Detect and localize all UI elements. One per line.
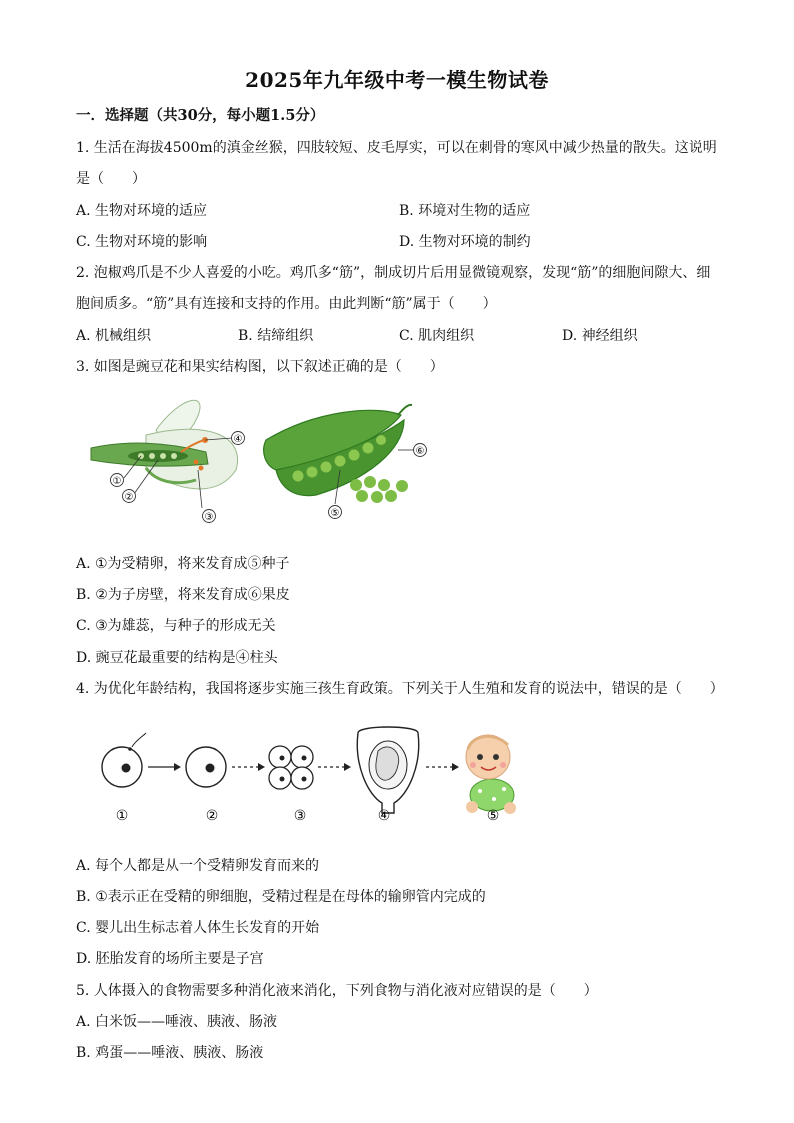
q4-option-c[interactable]: C. 婴儿出生标志着人体生长发育的开始 bbox=[76, 920, 320, 936]
q5-option-b[interactable]: B. 鸡蛋——唾液、胰液、肠液 bbox=[76, 1045, 264, 1061]
stage-label-2: ② bbox=[205, 808, 219, 824]
q5-stem: 5. 人体摄入的食物需要多种消化液来消化，下列食物与消化液对应错误的是（ ） bbox=[76, 983, 598, 999]
human-development-figure bbox=[96, 725, 536, 835]
pea-pod-illustration bbox=[264, 405, 412, 503]
q4-stem: 4. 为优化年龄结构，我国将逐步实施三孩生育政策。下列关于人生殖和发育的说法中，错误的是（ ） bbox=[76, 681, 724, 697]
q2-option-c[interactable]: C. 肌肉组织 bbox=[399, 328, 475, 344]
label-2: ② bbox=[124, 492, 134, 503]
label-5: ⑤ bbox=[330, 508, 340, 519]
q2-option-a[interactable]: A. 机械组织 bbox=[76, 328, 152, 344]
stage-label-3: ③ bbox=[293, 808, 307, 824]
stage-label-5: ⑤ bbox=[486, 808, 500, 824]
q3-stem: 3. 如图是豌豆花和果实结构图，以下叙述正确的是（ ） bbox=[76, 359, 444, 375]
label-1: ① bbox=[112, 476, 122, 487]
q3-option-d[interactable]: D. 豌豆花最重要的结构是④柱头 bbox=[76, 650, 278, 666]
q4-option-b[interactable]: B. ①表示正在受精的卵细胞，受精过程是在母体的输卵管内完成的 bbox=[76, 889, 486, 905]
q2-stem-line2: 胞间质多。“筋”具有连接和支持的作用。由此判断“筋”属于（ ） bbox=[76, 296, 497, 312]
baby-illustration bbox=[466, 735, 516, 814]
q3-option-b[interactable]: B. ②为子房壁，将来发育成⑥果皮 bbox=[76, 587, 290, 603]
pea-flower-fruit-figure bbox=[86, 390, 446, 530]
label-3: ③ bbox=[204, 512, 214, 523]
page-title: 2025年九年级中考一模生物试卷 bbox=[245, 68, 549, 92]
label-6: ⑥ bbox=[415, 446, 425, 457]
q2-option-b[interactable]: B. 结缔组织 bbox=[238, 328, 314, 344]
q4-option-d[interactable]: D. 胚胎发育的场所主要是子宫 bbox=[76, 951, 264, 967]
q3-option-c[interactable]: C. ③为雄蕊，与种子的形成无关 bbox=[76, 618, 276, 634]
label-4: ④ bbox=[233, 434, 243, 445]
section-heading: 一．选择题（共30分，每小题1.5分） bbox=[76, 107, 325, 124]
stage-label-4: ④ bbox=[377, 808, 391, 824]
q1-stem-line2: 是（ ） bbox=[76, 171, 146, 187]
q4-option-a[interactable]: A. 每个人都是从一个受精卵发育而来的 bbox=[76, 858, 320, 874]
q1-option-c[interactable]: C. 生物对环境的影响 bbox=[76, 234, 208, 250]
q1-stem-line1: 1. 生活在海拔4500m的滇金丝猴，四肢较短、皮毛厚实，可以在刺骨的寒风中减少热量的散失。这说明 bbox=[76, 140, 717, 156]
q3-option-a[interactable]: A. ①为受精卵，将来发育成⑤种子 bbox=[76, 556, 290, 572]
q1-option-d[interactable]: D. 生物对环境的制约 bbox=[399, 234, 531, 250]
q2-stem-line1: 2. 泡椒鸡爪是不少人喜爱的小吃。鸡爪多“筋”，制成切片后用显微镜观察，发现“筋”的细胞间隙大、细 bbox=[76, 265, 711, 281]
q1-option-a[interactable]: A. 生物对环境的适应 bbox=[76, 203, 208, 219]
q2-option-d[interactable]: D. 神经组织 bbox=[562, 328, 638, 344]
stage-label-1: ① bbox=[115, 808, 129, 824]
q1-option-b[interactable]: B. 环境对生物的适应 bbox=[399, 203, 531, 219]
q5-option-a[interactable]: A. 白米饭——唾液、胰液、肠液 bbox=[76, 1014, 278, 1030]
